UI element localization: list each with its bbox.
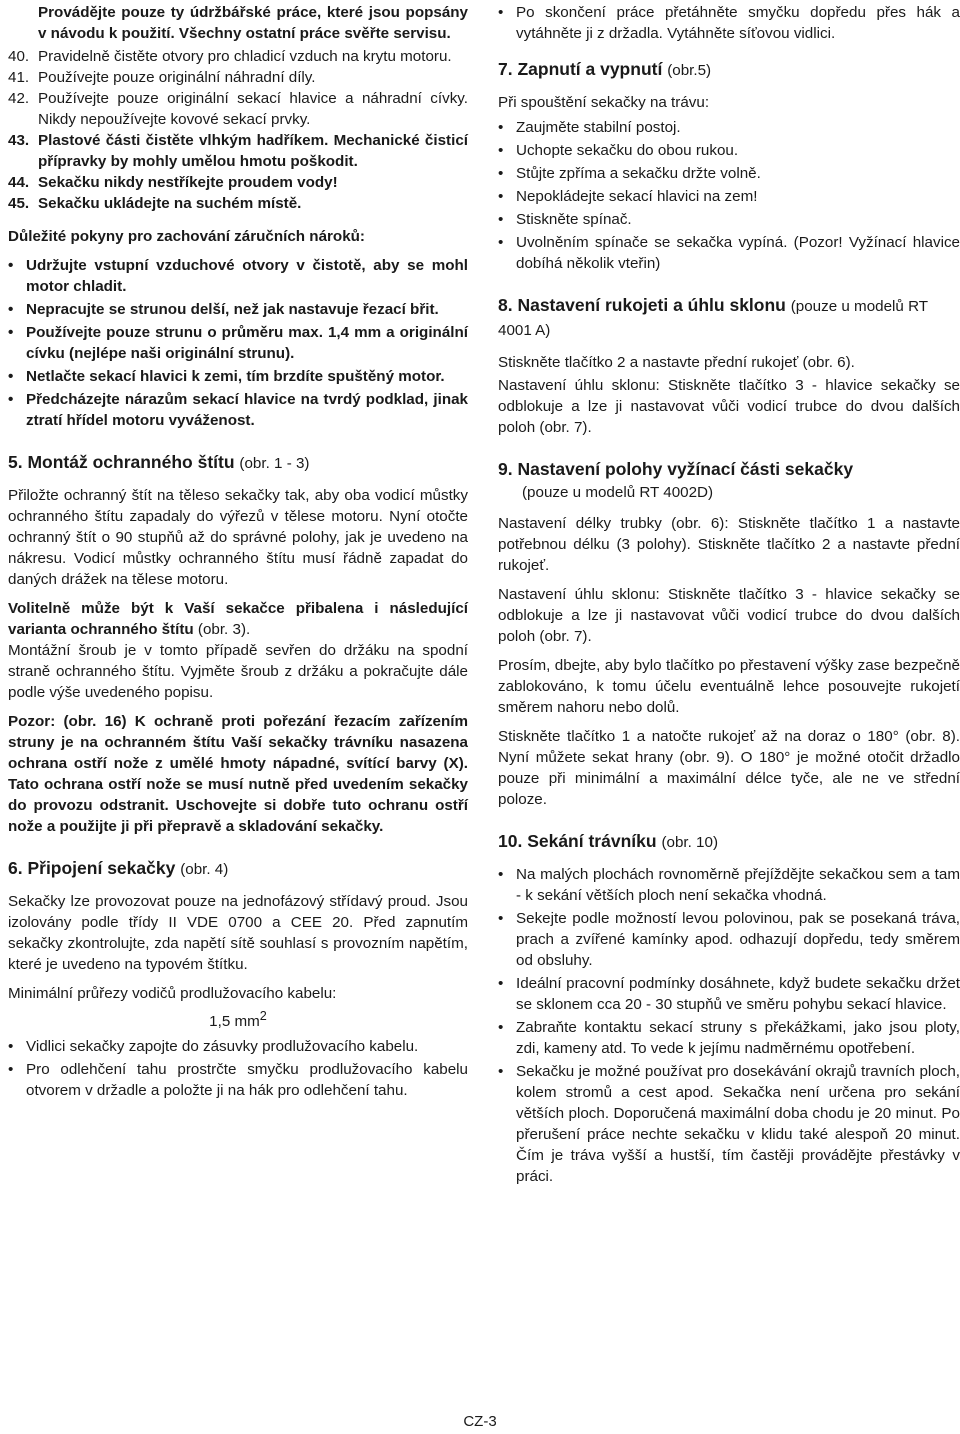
page-number: CZ-3	[463, 1413, 497, 1430]
section-5-paragraph-1: Přiložte ochranný štít na těleso sekačky tak, aby oba vodicí můstky ochranného štítu zapadaly do výřezů v tělese motoru. Nyní otočte ochranný štít o 90 stupňů až do správné polohy, jak je uvedeno na nákresu. Vodicí můstky ochranného štítu musí řádně zapadat do daných drážek na tělese motoru.	[8, 487, 468, 588]
top-bullets	[498, 2, 960, 44]
warranty-bullet: • Udržujte vstupní vzduchové otvory v čistotě, aby se mohl motor chladit.	[8, 255, 468, 297]
section-9-paragraph-4: Stiskněte tlačítko 1 a natočte rukojeť až na doraz o 180° (obr. 8). Nyní můžete sekat hrany (obr. 9). O 180° je možné otočit držadlo pouze při minimální a maximální délce tyče, ale ne ve střední poloze.	[498, 728, 960, 808]
section-10-bullet: • Sekejte podle možností levou polovinou, pak se posekaná tráva, prach a zvířené kamínky apod. odhazují dopředu, tedy směrem od obsluhy.	[498, 908, 960, 971]
maintenance-item	[8, 193, 468, 214]
section-8-paragraph-2: Nastavení úhlu sklonu: Stiskněte tlačítko 3 - hlavice sekačky se odblokuje a lze ji nastavovat vůči vodicí trubce do dvou dalších poloh (obr. 7).	[498, 377, 960, 436]
section-5-optional-rest: Montážní šroub je v tomto případě sevřen do držáku na spodní straně ochranného štítu. Vyjměte šroub z držáku a pokračujte dále podle výše uvedeného popisu.	[8, 642, 468, 701]
section-10-bullet: • Na malých plochách rovnoměrně přejíždějte sekačkou sem a tam - k sekání větších ploch není sekačka vhodná.	[498, 864, 960, 906]
section-8-title	[498, 294, 960, 342]
section-6-bullet: • Pro odlehčení tahu prostrčte smyčku prodlužovacího kabelu otvorem v držadle a položte ji na hák pro odlehčení tahu.	[8, 1059, 468, 1101]
item-number: 41.	[8, 69, 30, 86]
maintenance-item	[8, 67, 468, 88]
item-text: Plastové části čistěte vlhkým hadříkem. Mechanické čisticí přípravky by mohly umělou hmotu poškodit.	[38, 132, 468, 170]
item-text: Sekačku ukládejte na suchém místě.	[38, 195, 302, 212]
section-6-paragraph-1: Sekačky lze provozovat pouze na jednofázový střídavý proud. Jsou izolovány podle třídy II VDE 0700 a CEE 20. Před zapnutím sekačky zkontrolujte, zda napětí sítě souhlasí s provozním napětím, které je uvedeno na typovém štítku.	[8, 893, 468, 973]
section-6-paragraph-2: Minimální průřezy vodičů prodlužovacího kabelu:	[8, 985, 337, 1002]
item-number: 45.	[8, 195, 30, 212]
maintenance-list	[8, 46, 468, 214]
section-6-heading: 6. Připojení sekačky	[8, 858, 176, 878]
item-number: 43.	[8, 132, 30, 149]
section-6-bullet: • Vidlici sekačky zapojte do zásuvky prodlužovacího kabelu.	[8, 1036, 468, 1057]
section-10-bullets	[498, 864, 960, 1187]
section-8-heading: 8. Nastavení rukojeti a úhlu sklonu	[498, 295, 786, 315]
left-column	[8, 2, 468, 1109]
maintenance-item	[8, 172, 468, 193]
section-10-bullet: • Sekačku je možné používat pro dosekávání okrajů travních ploch, kolem stromů a cest apod. Sekačka není určena pro sekání větších ploch. Doporučená maximální doba chodu je 20 minut. Po přerušení práce nechte sekačku v klidu také alespoň 20 minut. Čím je tráva vyšší a hustší, tím častěji provádějte přestávky v práci.	[498, 1061, 960, 1187]
section-7-bullet: • Stiskněte spínač.	[498, 209, 960, 230]
section-7-ref: (obr.5)	[667, 62, 712, 79]
section-5-title	[8, 451, 468, 475]
item-text: Používejte pouze originální náhradní díly.	[38, 69, 316, 86]
section-5-paragraph-2	[8, 598, 468, 703]
section-10-heading: 10. Sekání trávníku	[498, 831, 657, 851]
section-7-title	[498, 58, 960, 82]
section-5-heading: 5. Montáž ochranného štítu	[8, 452, 235, 472]
section-8-paragraph-1: Stiskněte tlačítko 2 a nastavte přední rukojeť (obr. 6).	[498, 354, 855, 371]
warranty-bullet: • Předcházejte nárazům sekací hlavice na tvrdý podklad, jinak ztratí hřídel motoru vyváženost.	[8, 389, 468, 431]
section-10-ref: (obr. 10)	[661, 834, 718, 851]
section-9-subtitle: (pouze u modelů RT 4002D)	[522, 484, 714, 501]
cable-cross-section	[8, 1006, 468, 1032]
section-9-title: 9. Nastavení polohy vyžínací části sekačky	[498, 459, 854, 479]
section-7-bullet: • Zaujměte stabilní postoj.	[498, 117, 960, 138]
item-number: 42.	[8, 90, 30, 107]
section-9-paragraph-2: Nastavení úhlu sklonu: Stiskněte tlačítko 3 - hlavice sekačky se odblokuje a lze ji nastavovat vůči vodicí trubce do dvou dalších poloh (obr. 7).	[498, 586, 960, 645]
section-6-ref: (obr. 4)	[180, 861, 229, 878]
warranty-bullet: • Netlačte sekací hlavici k zemi, tím brzdíte spuštěný motor.	[8, 366, 468, 387]
section-6-bullets	[8, 1036, 468, 1101]
section-10-title	[498, 830, 960, 854]
item-number: 40.	[8, 48, 30, 65]
warranty-title: Důležité pokyny pro zachování záručních nároků:	[8, 228, 365, 245]
warranty-bullet: • Používejte pouze strunu o průměru max. 1,4 mm a originální cívku (nejlépe naši originální strunu).	[8, 322, 468, 364]
section-7-paragraph: Při spouštění sekačky na trávu:	[498, 94, 710, 111]
section-7-bullet: • Uchopte sekačku do obou rukou.	[498, 140, 960, 161]
section-10-bullet: • Zabraňte kontaktu sekací struny s překážkami, jako jsou ploty, zdi, kameny atd. To vede k jejímu nadměrnému opotřebení.	[498, 1017, 960, 1059]
item-text: Pravidelně čistěte otvory pro chladicí vzduch na krytu motoru.	[38, 48, 452, 65]
cable-value: 1,5 mm	[209, 1013, 260, 1031]
top-bullet: • Po skončení práce přetáhněte smyčku dopředu přes hák a vytáhněte ji z držadla. Vytáhněte síťovou vidlici.	[498, 2, 960, 44]
section-7-heading: 7. Zapnutí a vypnutí	[498, 59, 663, 79]
intro-paragraph: Provádějte pouze ty údržbářské práce, které jsou popsány v návodu k použití. Všechny ostatní práce svěřte servisu.	[38, 4, 468, 42]
warranty-bullets	[8, 255, 468, 431]
section-5-optional-ref: (obr. 3).	[193, 621, 251, 638]
section-5-ref: (obr. 1 - 3)	[239, 455, 310, 472]
right-column	[498, 2, 960, 1195]
section-7-bullet: • Nepokládejte sekací hlavici na zem!	[498, 186, 960, 207]
section-7-bullets	[498, 117, 960, 274]
item-text: Používejte pouze originální sekací hlavice a náhradní cívky. Nikdy nepoužívejte kovové sekací prvky.	[38, 90, 468, 128]
warranty-bullet: • Nepracujte se strunou delší, než jak nastavuje řezací břit.	[8, 299, 468, 320]
maintenance-item	[8, 46, 468, 67]
section-5-warning: Pozor: (obr. 16) K ochraně proti pořezání řezacím zařízením struny je na ochranném štítu Vaší sekačky trávníku nasazena ochrana ostří nože z umělé hmoty nápadné, svítící barvy (X). Tato ochrana ostří nože se musí nutně před uvedením sekačky do provozu odstranit. Uschovejte si dobře tuto ochranu ostří nože a použijte ji při přepravě a skladování sekačky.	[8, 713, 468, 835]
section-10-bullet: • Ideální pracovní podmínky dosáhnete, když budete sekačku držet se sklonem cca 20 - 30 stupňů ve směru pohybu sekací hlavice.	[498, 973, 960, 1015]
item-number: 44.	[8, 174, 30, 191]
maintenance-item	[8, 130, 468, 172]
cable-unit-sup: 2	[259, 1009, 267, 1023]
maintenance-item	[8, 88, 468, 130]
section-9-paragraph-3: Prosím, dbejte, aby bylo tlačítko po přestavení výšky zase bezpečně zablokováno, k tomu účelu eventuálně lehce posouvejte rukojetí směrem nahoru nebo dolů.	[498, 657, 960, 716]
section-9-paragraph-1: Nastavení délky trubky (obr. 6): Stiskněte tlačítko 1 a nastavte potřebnou délku (3 polohy). Stiskněte tlačítko 2 a nastavte přední rukojeť.	[498, 515, 960, 574]
item-text: Sekačku nikdy nestříkejte proudem vody!	[38, 174, 338, 191]
section-8-ref: (pouze u modelů RT 4001 A)	[498, 298, 928, 339]
section-7-bullet: • Uvolněním spínače se sekačka vypíná. (Pozor! Vyžínací hlavice dobíhá několik vteřin)	[498, 232, 960, 274]
section-7-bullet: • Stůjte zpříma a sekačku držte volně.	[498, 163, 960, 184]
section-5-optional-bold: Volitelně může být k Vaší sekačce přibalena i následující varianta ochranného štítu	[8, 600, 468, 638]
section-6-title	[8, 857, 468, 881]
